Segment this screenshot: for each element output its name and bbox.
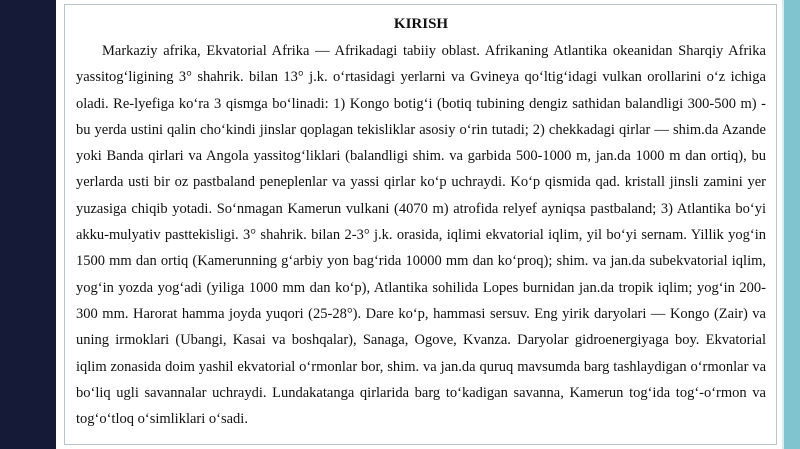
document-body-paragraph: Markaziy afrika, Ekvatorial Afrika — Afrikadagi tabiiy oblast. Afrikaning Atlantika okeanidan Sharqiy Afrika yassitog‘ligining 3° shahrik. bilan 13° j.k. o‘rtasidagi yerlarni va Gvineya qo‘ltig‘idagi vulkan orollarini o‘z ichiga oladi. Re-lyefiga ko‘ra 3 qismga bo‘linadi: 1) Kongo botig‘i (botiq tubining dengiz sathidan balandligi 300-500 m) - bu yerda ustini qalin cho‘kindi jinslar qoplagan tekisliklar asosiy o‘rin tutadi; 2) chekkadagi qirlar — shim.da Azande yoki Banda qirlari va Angola yassitog‘liklari (balandligi shim. va garbida 500-1000 m, jan.da 1000 m dan ortiq), bu yerlarda usti bir oz pastbaland peneplenlar va yassi qirlar ko‘p uchraydi. Ko‘p qismida qad. kristall jinsli zamini yer yuzasiga chiqib yotadi. So‘nmagan Kamerun vulkani (4070 m) atrofida relyef ayniqsa pastbaland; 3) Atlantika bo‘yi akku-mulyativ pasttekisligi. 3° shahrik. bilan 2-3° j.k. orasida, iqlimi ekvatorial iqlim, yil bo‘yi sernam. Yillik yog‘in 1500 mm dan ortiq (Kamerunning g‘arbiy yon bag‘rida 10000 mm dan ko‘proq); shim. va jan.da subekvatorial iqlim, yog‘in yozda yog‘adi (yiliga 1000 mm dan ko‘p), Atlantika sohilida Lopes burnidan jan.da tropik iqlim; yog‘in 200- 300 mm. Harorat hamma joyda yuqori (25-28°). Dare ko‘p, hammasi sersuv. Eng yirik daryolari — Kongo (Zair) va uning irmoklari (Ubangi, Kasai va boshqalar), Sanaga, Ogove, Kvanza. Daryolar gidroenergiyaga boy. Ekvatorial iqlim zonasida doim yashil ekvatorial o‘rmonlar bor, shim. va jan.da quruq mavsumda barg tashlaydigan o‘rmonlar va bo‘liq ugli savannalar uchraydi. Lundakatanga qirlarida barg to‘kadigan savanna, Kamerun tog‘ida tog‘-o‘rmon va tog‘o‘tloq o‘simliklari o‘sadi.	[76, 43, 766, 428]
right-decorative-band	[784, 0, 800, 449]
left-scalloped-edge	[0, 0, 64, 449]
document-title: KIRISH	[393, 16, 449, 32]
document-page	[64, 4, 777, 445]
